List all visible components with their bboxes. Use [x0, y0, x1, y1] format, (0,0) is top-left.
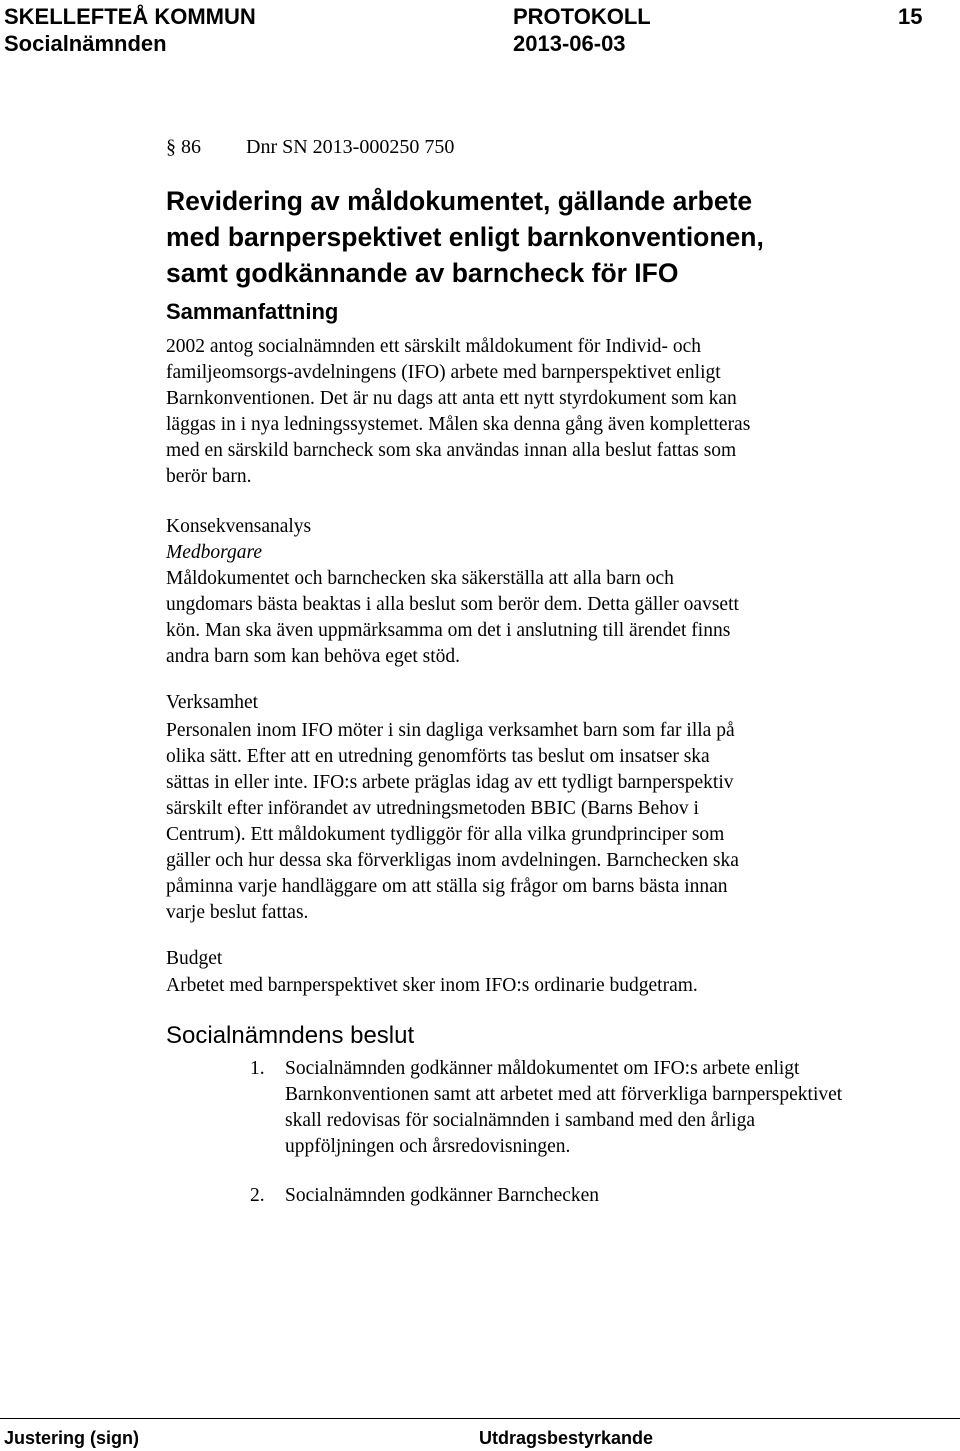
text-line: familjeomsorgs-avdelningens (IFO) arbete med barnperspektivet enligt: [166, 362, 721, 383]
budget-heading: Budget: [166, 948, 223, 969]
decision-item-number: 2.: [250, 1185, 265, 1206]
title-line: samt godkännande av barncheck för IFO: [166, 258, 679, 288]
text-line: uppföljningen och årsredovisningen.: [285, 1136, 571, 1157]
doc-type: PROTOKOLL: [513, 4, 651, 29]
meeting-date: 2013-06-03: [513, 31, 626, 56]
text-line: Arbetet med barnperspektivet sker inom IFO:s ordinarie budgetram.: [166, 975, 698, 996]
title-line: Revidering av måldokumentet, gällande arbete: [166, 186, 753, 216]
committee-name: Socialnämnden: [4, 31, 167, 56]
summary-text: [166, 334, 946, 490]
extract-label: Utdragsbestyrkande: [479, 1428, 654, 1448]
text-line: skall redovisas för socialnämnden i samband med den årliga: [285, 1110, 756, 1131]
page-number: 15: [898, 4, 923, 29]
text-line: Barnkonventionen. Det är nu dags att anta ett nytt styrdokument som kan: [166, 388, 737, 409]
text-line: andra barn som kan behöva eget stöd.: [166, 646, 461, 667]
decision-item: [285, 1183, 945, 1209]
text-line: olika sätt. Efter att en utredning genomförts tas beslut om insatser ska: [166, 746, 710, 767]
text-line: 2002 antog socialnämnden ett särskilt måldokument för Individ- och: [166, 336, 702, 357]
org-name: SKELLEFTEÅ KOMMUN: [4, 4, 256, 29]
text-line: Socialnämnden godkänner Barnchecken: [285, 1185, 600, 1206]
citizens-text: [166, 566, 946, 670]
sign-label: Justering (sign): [4, 1428, 140, 1448]
text-line: sättas in eller inte. IFO:s arbete präglas idag av ett tydligt barnperspektiv: [166, 772, 734, 793]
case-dnr: Dnr SN 2013-000250 750: [246, 136, 455, 158]
text-line: berör barn.: [166, 466, 252, 487]
text-line: påminna varje handläggare om att ställa sig frågor om barns bästa innan: [166, 876, 728, 897]
summary-heading: Sammanfattning: [166, 299, 339, 324]
text-line: gäller och hur dessa ska förverkligas inom avdelningen. Barnchecken ska: [166, 850, 739, 871]
text-line: särskilt efter införandet av utredningsmetoden BBIC (Barns Behov i: [166, 798, 699, 819]
text-line: Socialnämnden godkänner måldokumentet om IFO:s arbete enligt: [285, 1058, 800, 1079]
footer-divider: [0, 1418, 960, 1419]
text-line: Måldokumentet och barnchecken ska säkerställa att alla barn och: [166, 568, 674, 589]
operations-heading: Verksamhet: [166, 692, 259, 713]
budget-text: [166, 973, 946, 999]
page-title: [166, 183, 764, 291]
operations-text: [166, 718, 946, 926]
text-line: Centrum). Ett måldokument tydliggör för alla vilka grundprinciper som: [166, 824, 725, 845]
citizens-heading: Medborgare: [166, 542, 263, 563]
title-line: med barnperspektivet enligt barnkonventionen,: [166, 222, 764, 252]
text-line: Personalen inom IFO möter i sin dagliga verksamhet barn som far illa på: [166, 720, 735, 741]
text-line: Barnkonventionen samt att arbetet med att förverkliga barnperspektivet: [285, 1084, 843, 1105]
analysis-heading: Konsekvensanalys: [166, 516, 312, 537]
text-line: läggas in i nya ledningssystemet. Målen ska denna gång även kompletteras: [166, 414, 751, 435]
text-line: med en särskild barncheck som ska användas innan alla beslut fattas som: [166, 440, 737, 461]
decision-heading: Socialnämndens beslut: [166, 1022, 415, 1049]
paragraph-number: § 86: [166, 136, 201, 158]
text-line: kön. Man ska även uppmärksamma om det i anslutning till ärendet finns: [166, 620, 731, 641]
decision-item-number: 1.: [250, 1058, 265, 1079]
text-line: ungdomars bästa beaktas i alla beslut som berör dem. Detta gäller oavsett: [166, 594, 739, 615]
text-line: varje beslut fattas.: [166, 902, 309, 923]
decision-item: [285, 1056, 945, 1160]
